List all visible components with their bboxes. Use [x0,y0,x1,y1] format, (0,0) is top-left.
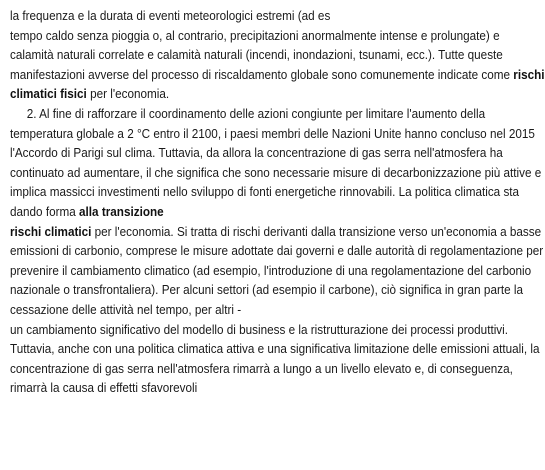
text-line: emissioni di carbonio, comprese le misure adottate dai governi e dalle autorità di regolamentazione per [10,244,544,259]
text-line [10,66,545,86]
text-line: l'Accordo di Parigi sul clima. Tuttavia, da allora la concentrazione di gas serra nell'atmosfera ha [10,146,503,161]
text-run: manifestazioni avverse del processo di riscaldamento globale sono comunemente indicate come [10,67,514,82]
text-run: per l'economia. [86,87,170,102]
text-line [10,203,468,223]
bold-term: rischi climatici [10,224,92,239]
text-line: nazionale o transfrontaliera). Per alcuni settori (ad esempio il carbone), ciò significa in gran parte la [10,283,524,298]
text-line: rimarrà la causa di effetti sfavorevoli [10,381,198,396]
text-line: implica massicci investimenti nello sviluppo di fonti energetiche rinnovabili. La politica climatica sta [10,185,520,200]
bold-term: alla transizione [79,204,164,219]
text-line: tempo caldo senza pioggia o, al contrario, precipitazioni anormalmente intense e prolungate) e [10,28,500,43]
text-line: continuato ad aumentare, il che significa che sono necessarie misure di decarbonizzazione più attive e [10,165,542,180]
text-run: per l'economia. Si tratta di rischi derivanti dalla transizione verso un'economia a basse [91,224,542,239]
text-line: prevenire il cambiamento climatico (ad esempio, l'introduzione di una regolamentazione del carbonio [10,263,532,278]
text-line [10,223,542,243]
text-line: cessazione delle attività nel tempo, per altri - [10,302,242,317]
text-run: dando forma [10,204,80,219]
bold-term: climatici fisici [10,87,87,102]
text-line: un cambiamento significativo del modello di business e la ristrutturazione dei processi produttivi. [10,322,509,337]
paragraph-start: 2. Al fine di rafforzare il coordinamento delle azioni congiunte per limitare l'aumento della [26,106,486,121]
text-line: temperatura globale a 2 °C entro il 2100, i paesi membri delle Nazioni Unite hanno concluso nel 2015 [10,126,535,141]
document-body [10,7,545,399]
bold-term: rischi [513,67,545,82]
text-line: Tuttavia, anche con una politica climatica attiva e una significativa limitazione delle emissioni attuali, la [10,342,540,357]
text-line: calamità naturali correlate e calamità naturali (incendi, inondazioni, tsunami, ecc.). Tutte queste [10,48,503,63]
text-line: concentrazione di gas serra nell'atmosfera rimarrà a lungo a un livello elevato e, di conseguenza, [10,361,513,376]
text-line: la frequenza e la durata di eventi meteorologici estremi (ad es [10,9,331,23]
text-line [10,85,468,105]
